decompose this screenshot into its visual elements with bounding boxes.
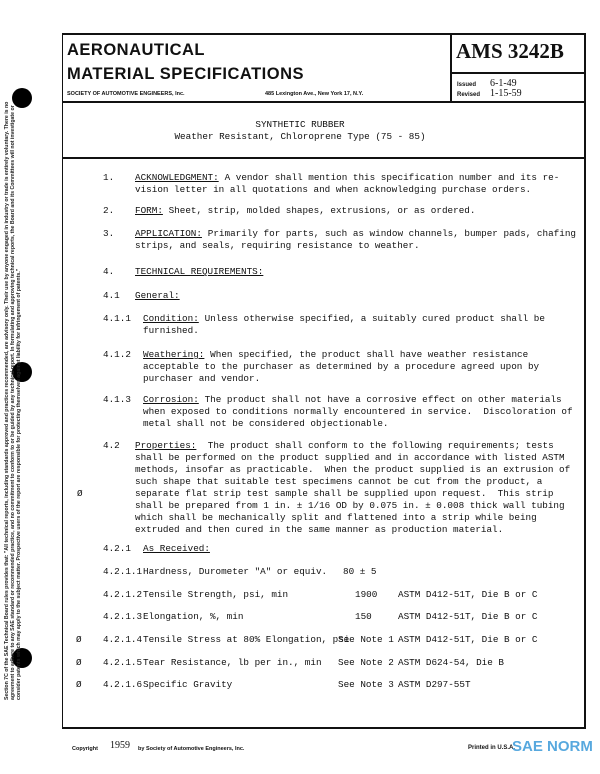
section-text: Unless otherwise specified, a suitably cured product shall be (199, 313, 545, 324)
change-mark: Ø (77, 488, 83, 499)
property-number: 4.2.1.4 (103, 634, 143, 645)
header-title-2: MATERIAL SPECIFICATIONS (67, 65, 305, 83)
property-number: 4.2.1.3 (103, 611, 143, 622)
section-number: 3. (103, 228, 115, 239)
section-number: 4.1.3 (103, 394, 131, 405)
property-method: ASTM D412-51T, Die B or C (398, 589, 538, 600)
society-name: SOCIETY OF AUTOMOTIVE ENGINEERS, Inc. (67, 91, 185, 97)
society-address: 485 Lexington Ave., New York 17, N.Y. (265, 91, 364, 97)
property-value: 1900 (355, 589, 378, 600)
issued-date: 6-1-49 (490, 78, 517, 89)
property-value: 150 (355, 611, 372, 622)
copyright-year: 1959 (110, 740, 130, 751)
section-text: furnished. (143, 325, 199, 336)
copyright-text: by Society of Automotive Engineers, Inc. (138, 746, 245, 752)
section-heading: APPLICATION: (135, 228, 202, 239)
divider (62, 157, 585, 159)
section-heading: General: (135, 290, 180, 301)
section-text: vision letter in all quotations and when acknowledging purchase orders. (135, 184, 532, 195)
property-value: See Note 1 (338, 634, 394, 645)
section-text: extruded and then cured in the same manner as production material. (135, 524, 504, 535)
section-number: 4.1 (103, 290, 120, 301)
section-text: metal shall not be considered objectionable. (143, 418, 389, 429)
section-number: 1. (103, 172, 115, 183)
property-number: 4.2.1.2 (103, 589, 143, 600)
divider (62, 101, 585, 103)
property-value: See Note 2 (338, 657, 394, 668)
section-text: Primarily for parts, such as window channels, bumper pads, chafing (202, 228, 576, 239)
section-text: Sheet, strip, molded shapes, extrusions, or as ordered. (163, 205, 476, 216)
property-method: ASTM D412-51T, Die B or C (398, 634, 538, 645)
header-title-1: AERONAUTICAL (67, 41, 205, 59)
section-heading: FORM: (135, 205, 163, 216)
section-number: 2. (103, 205, 115, 216)
divider (450, 72, 585, 74)
section-text: When specified, the product shall have weather resistance (204, 349, 529, 360)
section-text: purchaser and vendor. (143, 373, 261, 384)
spec-number: AMS 3242B (456, 39, 564, 63)
section-heading: ACKNOWLEDGMENT: (135, 172, 219, 183)
sidebar-notice: Section 7C of the SAE Technical Board rules provides that: "All technical reports, including standards approved and practices recommended, are advisory only. Their use by anyone engaged in industry or trade is entirely voluntary. There is no agreement to adhere to any SAE standard or recommended practice, and no commitment to conform to or be guided by any technical report. In formulating and approving technical reports, the Board and its Committees will not investigate or consider patents which may apply to the subject matter. Prospective users of the report are responsible for protecting themselves against liability for infringement of patents." (4, 101, 22, 700)
section-text: acceptable to the purchaser as determined by a procedure agreed upon by (143, 361, 540, 372)
change-mark: Ø (76, 679, 82, 690)
section-text: The product shall not have a corrosive effect on other materials (199, 394, 562, 405)
divider (450, 33, 452, 101)
property-method: ASTM D624-54, Die B (398, 657, 505, 668)
watermark-logo: SAE NORM (512, 738, 593, 755)
revised-date: 1-15-59 (490, 88, 522, 99)
change-mark: Ø (76, 657, 82, 668)
section-number: 4.1.1 (103, 313, 131, 324)
property-name: Tear Resistance, lb per in., min (143, 657, 322, 668)
change-mark: Ø (76, 634, 82, 645)
property-number: 4.2.1.6 (103, 679, 143, 690)
property-name: Tensile Strength, psi, min (143, 589, 289, 600)
section-heading: Condition: (143, 313, 199, 324)
section-text: methods, insofar as practicable. When the product supplied is an extrusion of (135, 464, 571, 475)
subject-subtitle: Weather Resistant, Chloroprene Type (75 - 85) (174, 131, 426, 142)
section-heading: Corrosion: (143, 394, 199, 405)
section-number: 4. (103, 266, 115, 277)
section-heading: Properties: (135, 440, 197, 451)
property-name: Elongation, %, min (143, 611, 244, 622)
property-method: ASTM D297-55T (398, 679, 471, 690)
section-text: when exposed to conditions normally encountered in service. Discoloration of (143, 406, 573, 417)
property-value: 80 ± 5 (343, 566, 377, 577)
section-number: 4.2.1 (103, 543, 131, 554)
property-value: See Note 3 (338, 679, 394, 690)
section-text: shall be prepared from 1 in. ± 1/16 OD by 0.075 in. ± 0.008 thick wall tubing (135, 500, 565, 511)
section-text: separate flat strip test sample shall be supplied upon request. This strip (135, 488, 554, 499)
revised-label: Revised (457, 92, 481, 98)
copyright-label: Copyright (72, 746, 98, 752)
section-heading: Weathering: (143, 349, 205, 360)
section-text: strips, and seals, requiring resistance to weather. (135, 240, 420, 251)
property-number: 4.2.1.1 (103, 566, 143, 577)
section-number: 4.1.2 (103, 349, 131, 360)
section-heading: TECHNICAL REQUIREMENTS: (135, 266, 264, 277)
property-number: 4.2.1.5 (103, 657, 143, 668)
section-heading: As Received: (143, 543, 210, 554)
section-text: The product shall conform to the following requirements; tests (196, 440, 554, 451)
property-method: ASTM D412-51T, Die B or C (398, 611, 538, 622)
section-number: 4.2 (103, 440, 120, 451)
section-text: A vendor shall mention this specification number and its re- (219, 172, 560, 183)
section-text: shall be performed on the product supplied and in accordance with listed ASTM (135, 452, 565, 463)
issued-label: Issued (457, 82, 477, 88)
subject-title: SYNTHETIC RUBBER (255, 119, 345, 130)
property-name: Tensile Stress at 80% Elongation, psi (143, 634, 350, 645)
printed-in: Printed in U.S.A. (468, 745, 516, 751)
section-text: which shall be mechanically split and flattened into a strip while being (135, 512, 537, 523)
property-name: Hardness, Durometer "A" or equiv. (143, 566, 328, 577)
section-text: such shape that suitable test specimens cannot be cut from the product, a (135, 476, 543, 487)
property-name: Specific Gravity (143, 679, 233, 690)
